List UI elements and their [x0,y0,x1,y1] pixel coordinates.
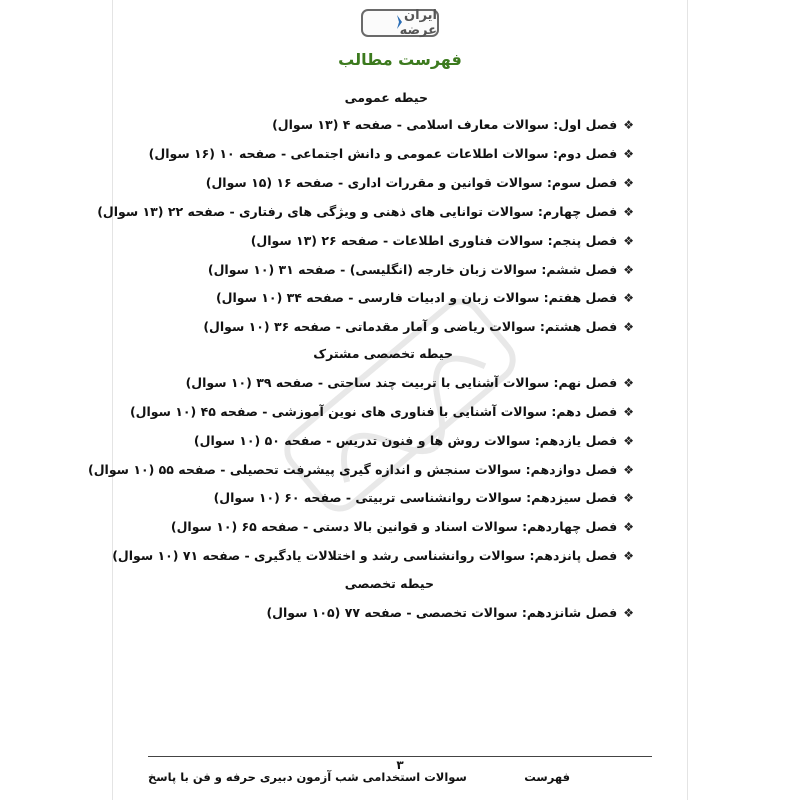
diamond-bullet-icon: ❖ [623,520,634,534]
diamond-bullet-icon: ❖ [623,434,634,448]
toc-item[interactable]: ❖فصل شانزدهم: سوالات تخصصی - صفحه ۷۷ (۱۰۵ سوال) [266,605,634,620]
footer-section-label: فهرست [524,770,570,784]
page-number: ۳ [396,758,404,772]
toc-title: فهرست مطالب [338,50,462,69]
brand-logo [361,9,439,37]
toc-item[interactable]: ❖فصل یازدهم: سوالات روش ها و فنون تدریس - صفحه ۵۰ (۱۰ سوال) [193,433,634,448]
toc-item[interactable]: ❖فصل سیزدهم: سوالات روانشناسی تربیتی - صفحه ۶۰ (۱۰ سوال) [213,490,634,505]
diamond-bullet-icon: ❖ [623,147,634,161]
diamond-bullet-icon: ❖ [623,463,634,477]
footer-divider [148,756,652,757]
toc-item[interactable]: ❖فصل ششم: سوالات زبان خارجه (انگلیسی) - صفحه ۳۱ (۱۰ سوال) [207,262,634,277]
toc-item[interactable]: ❖فصل هشتم: سوالات ریاضی و آمار مقدماتی - صفحه ۳۶ (۱۰ سوال) [203,319,634,334]
section-heading-general: حیطه عمومی [344,90,428,105]
toc-item[interactable]: ❖فصل دوازدهم: سوالات سنجش و اندازه گیری پیشرفت تحصیلی - صفحه ۵۵ (۱۰ سوال) [87,462,634,477]
diamond-bullet-icon: ❖ [623,405,634,419]
toc-item[interactable]: ❖فصل دهم: سوالات آشنایی با فناوری های نوین آموزشی - صفحه ۴۵ (۱۰ سوال) [129,404,634,419]
diamond-bullet-icon: ❖ [623,291,634,305]
diamond-bullet-icon: ❖ [623,263,634,277]
diamond-bullet-icon: ❖ [623,491,634,505]
toc-item[interactable]: ❖فصل پانزدهم: سوالات روانشناسی رشد و اختلالات یادگیری - صفحه ۷۱ (۱۰ سوال) [112,548,634,563]
diamond-bullet-icon: ❖ [623,118,634,132]
logo-accent-icon [391,15,403,29]
toc-item[interactable]: ❖فصل اول: سوالات معارف اسلامی - صفحه ۴ (۱۳ سوال) [272,117,634,132]
toc-item[interactable]: ❖فصل دوم: سوالات اطلاعات عمومی و دانش اجتماعی - صفحه ۱۰ (۱۶ سوال) [148,146,634,161]
toc-item[interactable]: ❖فصل سوم: سوالات قوانین و مقررات اداری - صفحه ۱۶ (۱۵ سوال) [205,175,634,190]
diamond-bullet-icon: ❖ [623,234,634,248]
diamond-bullet-icon: ❖ [623,205,634,219]
diamond-bullet-icon: ❖ [623,320,634,334]
toc-item[interactable]: ❖فصل چهاردهم: سوالات اسناد و قوانین بالا دستی - صفحه ۶۵ (۱۰ سوال) [170,519,634,534]
diamond-bullet-icon: ❖ [623,549,634,563]
section-heading-shared-specialized: حیطه تخصصی مشترک [313,346,453,361]
logo-text: ایران عرضه [399,8,437,38]
section-heading-specialized: حیطه تخصصی [344,576,434,591]
diamond-bullet-icon: ❖ [623,376,634,390]
toc-item[interactable]: ❖فصل چهارم: سوالات توانایی های ذهنی و ویژگی های رفتاری - صفحه ۲۲ (۱۳ سوال) [97,204,634,219]
toc-item[interactable]: ❖فصل نهم: سوالات آشنایی با تربیت چند ساحتی - صفحه ۳۹ (۱۰ سوال) [185,375,634,390]
footer-document-title: سوالات استخدامی شب آزمون دبیری حرفه و فن با پاسخ [148,770,467,784]
toc-item[interactable]: ❖فصل پنجم: سوالات فناوری اطلاعات - صفحه ۲۶ (۱۳ سوال) [250,233,634,248]
diamond-bullet-icon: ❖ [623,176,634,190]
diamond-bullet-icon: ❖ [623,606,634,620]
toc-item[interactable]: ❖فصل هفتم: سوالات زبان و ادبیات فارسی - صفحه ۳۴ (۱۰ سوال) [215,290,634,305]
